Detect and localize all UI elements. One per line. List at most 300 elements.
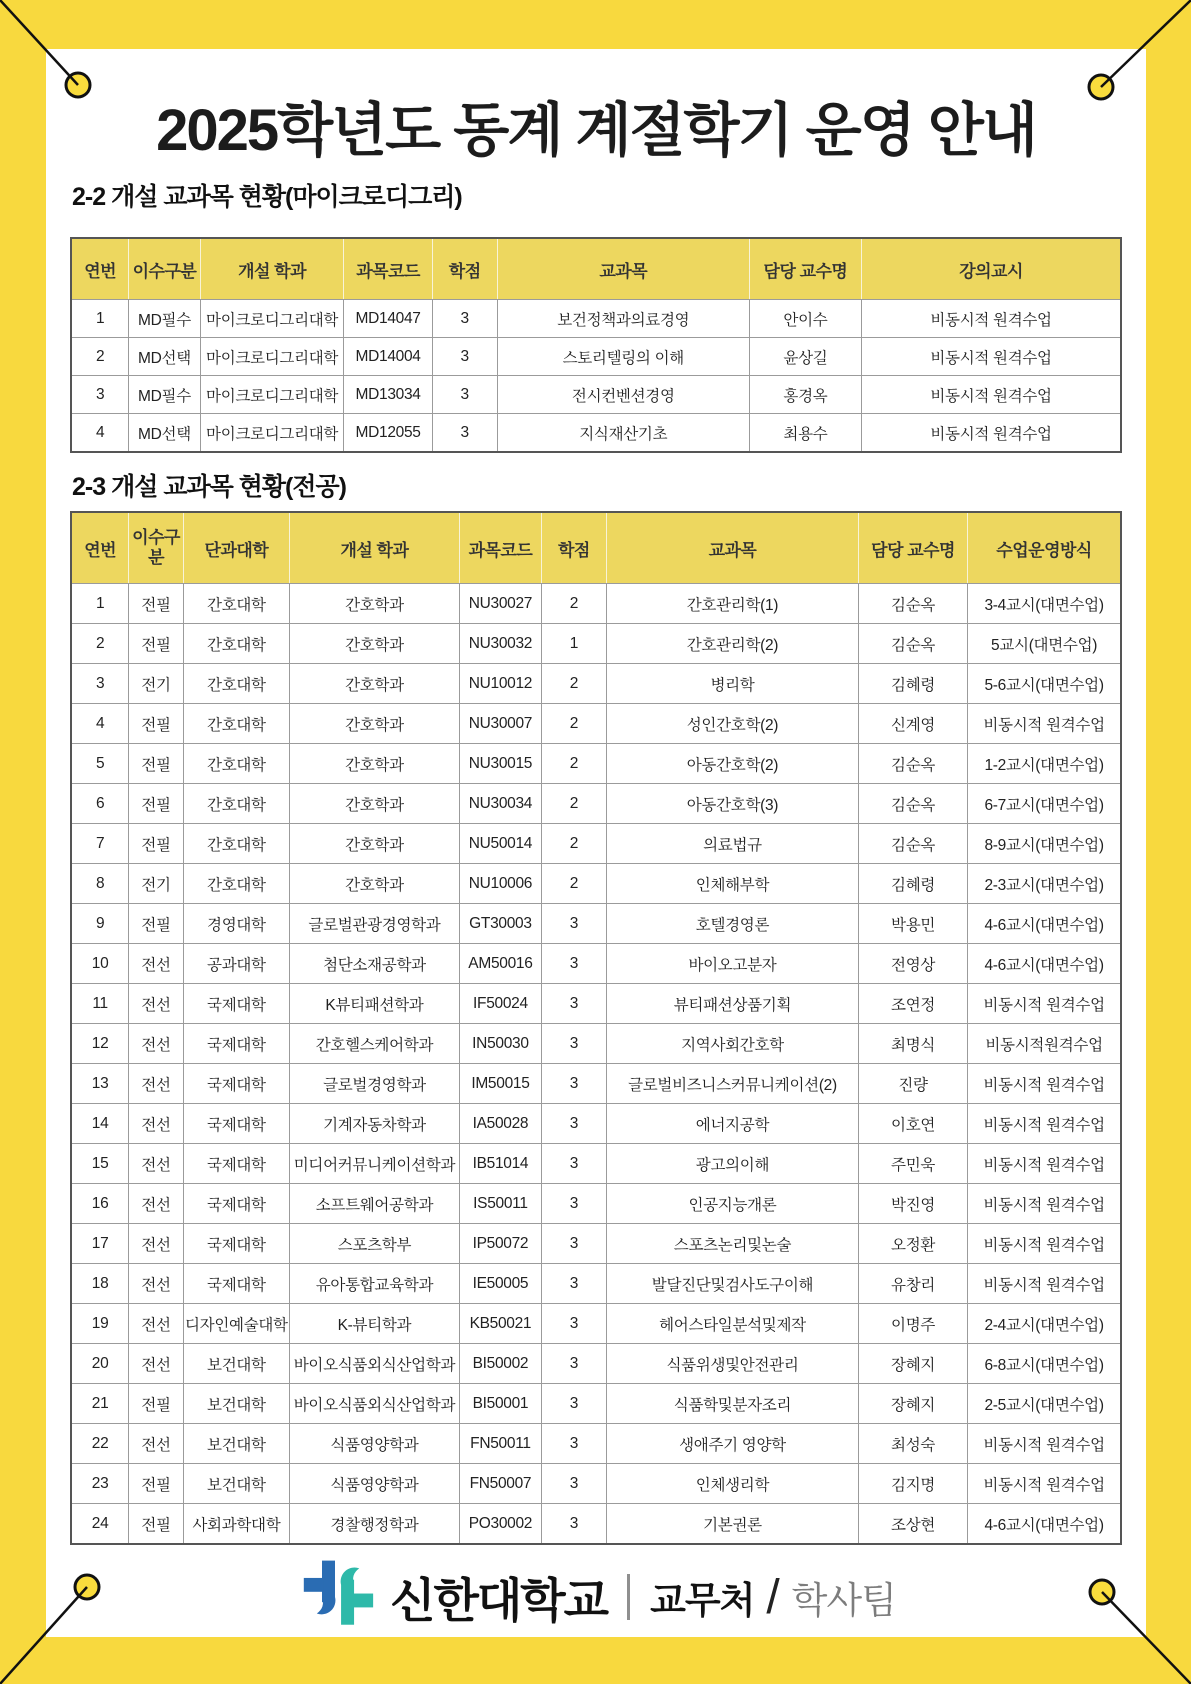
table-row [71,1104,1121,1144]
table-cell: NU30015 [459,744,541,784]
logo-blue-shape [304,1561,336,1615]
table-cell: 신계영 [858,704,967,744]
table-cell: NU10006 [459,864,541,904]
table-cell: 주민욱 [858,1144,967,1184]
column-header: 교과목 [497,238,749,300]
table-cell: 김순옥 [858,824,967,864]
table-cell: 비동시적 원격수업 [968,1184,1121,1224]
table-cell: 바이오식품외식산업학과 [289,1384,459,1424]
table-cell: 보건대학 [183,1344,289,1384]
table-cell: 스포츠논리및논술 [606,1224,858,1264]
table-cell: 1 [71,300,129,338]
table-cell: 스포츠학부 [289,1224,459,1264]
team-name: 학사팀 [791,1580,896,1621]
table-cell: 안이수 [749,300,861,338]
table-cell: 간호학과 [289,704,459,744]
office-name: 교무처 [650,1580,755,1621]
table-cell: 비동시적 원격수업 [968,1424,1121,1464]
table-cell: 보건대학 [183,1384,289,1424]
column-header: 개설 학과 [200,238,344,300]
table-cell: MD14047 [344,300,432,338]
table-row [71,944,1121,984]
table-row [71,1344,1121,1384]
table-cell: 비동시적 원격수업 [968,1264,1121,1304]
table-cell: 3 [541,1464,606,1504]
table-cell: 3 [541,904,606,944]
table-cell: MD12055 [344,414,432,453]
table-cell: 전필 [129,1504,184,1545]
table-cell: 3 [541,1064,606,1104]
table-cell: 2 [541,704,606,744]
table-cell: 마이크로디그리대학 [200,300,344,338]
table-cell: 국제대학 [183,1104,289,1144]
table-cell: 전선 [129,1264,184,1304]
column-header: 과목코드 [344,238,432,300]
column-header: 연번 [71,512,129,584]
table-cell: 3 [541,944,606,984]
table-row [71,904,1121,944]
header-row [71,238,1121,300]
table-row [71,584,1121,624]
table-row [71,300,1121,338]
table-row [71,984,1121,1024]
table-cell: 지역사회간호학 [606,1024,858,1064]
table-cell: 오정환 [858,1224,967,1264]
table-cell: 생애주기 영양학 [606,1424,858,1464]
column-header: 이수구분 [129,512,184,584]
table-cell: 3 [432,300,497,338]
table-cell: 비동시적 원격수업 [968,1144,1121,1184]
table-cell: K뷰티패션학과 [289,984,459,1024]
table-cell: 간호대학 [183,824,289,864]
table-cell: IP50072 [459,1224,541,1264]
table-cell: 마이크로디그리대학 [200,338,344,376]
table-cell: 국제대학 [183,1024,289,1064]
table-cell: 비동시적 원격수업 [968,984,1121,1024]
footer-divider [627,1574,630,1620]
table-cell: 4 [71,704,129,744]
table-cell: 2-4교시(대면수업) [968,1304,1121,1344]
table-cell: 3-4교시(대면수업) [968,584,1121,624]
table-cell: MD14004 [344,338,432,376]
table-cell: 비동시적 원격수업 [862,376,1121,414]
table-row [71,1504,1121,1545]
table-cell: 스토리텔링의 이해 [497,338,749,376]
table-cell: 에너지공학 [606,1104,858,1144]
micro-degree-course-table [70,237,1122,453]
table-cell: 이명주 [858,1304,967,1344]
column-header: 학점 [432,238,497,300]
table-cell: 전선 [129,1104,184,1144]
table-row [71,414,1121,453]
table-cell: 국제대학 [183,984,289,1024]
table-cell: 홍경옥 [749,376,861,414]
table-cell: 최명식 [858,1024,967,1064]
table-row [71,376,1121,414]
column-header: 개설 학과 [289,512,459,584]
table-cell: 김순옥 [858,584,967,624]
table-cell: 바이오고분자 [606,944,858,984]
table-row [71,1224,1121,1264]
table-cell: 인공지능개론 [606,1184,858,1224]
table-cell: 2 [541,784,606,824]
table-cell: 유아통합교육학과 [289,1264,459,1304]
table-cell: 국제대학 [183,1144,289,1184]
table-cell: 3 [432,376,497,414]
table-cell: 2-5교시(대면수업) [968,1384,1121,1424]
table-cell: 9 [71,904,129,944]
table-cell: 3 [541,1024,606,1064]
table-cell: 4-6교시(대면수업) [968,904,1121,944]
table-cell: 3 [71,376,129,414]
table-cell: AM50016 [459,944,541,984]
table-row [71,864,1121,904]
table-cell: MD선택 [129,338,200,376]
table-cell: 14 [71,1104,129,1144]
table-cell: 전선 [129,984,184,1024]
table-cell: 간호대학 [183,584,289,624]
table-cell: NU30027 [459,584,541,624]
table-row [71,338,1121,376]
table-row [71,824,1121,864]
column-header: 강의교시 [862,238,1121,300]
table-cell: 간호헬스케어학과 [289,1024,459,1064]
table-cell: 최용수 [749,414,861,453]
table-cell: 5-6교시(대면수업) [968,664,1121,704]
table-cell: 1 [541,624,606,664]
table-cell: 15 [71,1144,129,1184]
table-cell: 병리학 [606,664,858,704]
table-cell: 5교시(대면수업) [968,624,1121,664]
column-header: 과목코드 [459,512,541,584]
table-row [71,1424,1121,1464]
table-cell: 3 [541,1144,606,1184]
table-cell: 간호학과 [289,744,459,784]
table-cell: 발달진단및검사도구이해 [606,1264,858,1304]
table-cell: 3 [541,1504,606,1545]
table-cell: 3 [541,1304,606,1344]
table-cell: 식품학및분자조리 [606,1384,858,1424]
table-row [71,1384,1121,1424]
table-cell: 국제대학 [183,1224,289,1264]
table-cell: 3 [541,984,606,1024]
table-cell: 비동시적 원격수업 [862,300,1121,338]
table-cell: 전선 [129,1304,184,1344]
table-cell: 3 [541,1224,606,1264]
table-cell: 국제대학 [183,1064,289,1104]
table-cell: 간호대학 [183,704,289,744]
table-cell: 간호관리학(2) [606,624,858,664]
table-cell: 비동시적 원격수업 [968,704,1121,744]
table-cell: 경찰행정학과 [289,1504,459,1545]
table-cell: 김혜령 [858,664,967,704]
table-cell: 김순옥 [858,624,967,664]
table-cell: 2 [541,584,606,624]
table-cell: 간호대학 [183,744,289,784]
table-cell: 18 [71,1264,129,1304]
table-cell: 마이크로디그리대학 [200,376,344,414]
table-cell: FN50011 [459,1424,541,1464]
table-cell: 3 [541,1104,606,1144]
table-cell: 2 [541,864,606,904]
table-cell: 전선 [129,1344,184,1384]
footer [46,1547,1146,1647]
table-cell: 8-9교시(대면수업) [968,824,1121,864]
column-header: 담당 교수명 [858,512,967,584]
table-cell: 아동간호학(2) [606,744,858,784]
table-row [71,784,1121,824]
table-cell: 4 [71,414,129,453]
table-cell: IS50011 [459,1184,541,1224]
table-cell: 7 [71,824,129,864]
table-row [71,1064,1121,1104]
table-cell: 전영상 [858,944,967,984]
table-cell: 조연정 [858,984,967,1024]
table-cell: 김순옥 [858,744,967,784]
table-cell: 11 [71,984,129,1024]
table-cell: 전필 [129,584,184,624]
table-row [71,664,1121,704]
table-cell: 전기 [129,664,184,704]
table-cell: 전선 [129,1184,184,1224]
table-cell: 2 [541,744,606,784]
table-cell: 첨단소재공학과 [289,944,459,984]
logo-teal-shape [341,1568,374,1625]
section-heading-major: 2-3 개설 교과목 현황(전공) [72,473,346,501]
table-cell: 간호학과 [289,784,459,824]
table-cell: 2 [71,338,129,376]
page-title: 2025학년도 동계 계절학기 운영 안내 [156,98,1036,163]
table-cell: 보건대학 [183,1464,289,1504]
table-cell: NU30034 [459,784,541,824]
table-cell: 간호학과 [289,664,459,704]
table-cell: NU50014 [459,824,541,864]
table-cell: MD필수 [129,300,200,338]
table-cell: 21 [71,1384,129,1424]
table-cell: 헤어스타일분석및제작 [606,1304,858,1344]
table-cell: 미디어커뮤니케이션학과 [289,1144,459,1184]
table-cell: 간호학과 [289,584,459,624]
table-cell: 의료법규 [606,824,858,864]
table-cell: 소프트웨어공학과 [289,1184,459,1224]
table-cell: 비동시적 원격수업 [968,1104,1121,1144]
table-cell: 사회과학대학 [183,1504,289,1545]
table-cell: NU30032 [459,624,541,664]
table-cell: 진량 [858,1064,967,1104]
table-row [71,744,1121,784]
table-cell: 2-3교시(대면수업) [968,864,1121,904]
table-row [71,1184,1121,1224]
table-cell: NU30007 [459,704,541,744]
table-cell: 경영대학 [183,904,289,944]
table-cell: 디자인예술대학 [183,1304,289,1344]
table-cell: 장혜지 [858,1344,967,1384]
poster-paper [46,49,1146,1637]
table-cell: 3 [432,414,497,453]
table-cell: 23 [71,1464,129,1504]
table-cell: IM50015 [459,1064,541,1104]
table-cell: 2 [71,624,129,664]
table-cell: 10 [71,944,129,984]
table-cell: 공과대학 [183,944,289,984]
table-cell: 마이크로디그리대학 [200,414,344,453]
table-cell: 20 [71,1344,129,1384]
table-cell: 전필 [129,824,184,864]
table-row [71,704,1121,744]
table-cell: 간호대학 [183,664,289,704]
table-cell: KB50021 [459,1304,541,1344]
table-cell: 김지명 [858,1464,967,1504]
table-cell: 전필 [129,784,184,824]
table-cell: 아동간호학(3) [606,784,858,824]
university-name: 신한대학교 [390,1573,608,1627]
table-cell: 19 [71,1304,129,1344]
table-cell: 3 [541,1184,606,1224]
table-cell: NU10012 [459,664,541,704]
table-cell: 김혜령 [858,864,967,904]
column-header: 단과대학 [183,512,289,584]
table-cell: 6-8교시(대면수업) [968,1344,1121,1384]
table-cell: 4-6교시(대면수업) [968,944,1121,984]
table-cell: 3 [541,1344,606,1384]
table-cell: 지식재산기초 [497,414,749,453]
table-cell: 비동시적원격수업 [968,1024,1121,1064]
table-cell: K-뷰티학과 [289,1304,459,1344]
table-cell: 3 [541,1424,606,1464]
table-cell: 16 [71,1184,129,1224]
table-row [71,1144,1121,1184]
table-cell: 인체해부학 [606,864,858,904]
table-cell: IN50030 [459,1024,541,1064]
table-cell: 간호학과 [289,864,459,904]
table-row [71,1464,1121,1504]
table-cell: IE50005 [459,1264,541,1304]
table-cell: 기본권론 [606,1504,858,1545]
table-cell: 전선 [129,1224,184,1264]
table-cell: 보건정책과의료경영 [497,300,749,338]
table-cell: 식품영양학과 [289,1464,459,1504]
table-cell: 간호대학 [183,864,289,904]
table-cell: 비동시적 원격수업 [968,1464,1121,1504]
table-cell: 식품위생및안전관리 [606,1344,858,1384]
table-cell: 비동시적 원격수업 [968,1064,1121,1104]
table-cell: 유창리 [858,1264,967,1304]
table-cell: 글로벌비즈니스커뮤니케이션(2) [606,1064,858,1104]
table-cell: PO30002 [459,1504,541,1545]
table-cell: 3 [71,664,129,704]
table-cell: 22 [71,1424,129,1464]
table-cell: 2 [541,824,606,864]
table-cell: 조상현 [858,1504,967,1545]
table-row [71,1024,1121,1064]
column-header: 수업운영방식 [968,512,1121,584]
table-cell: 비동시적 원격수업 [862,338,1121,376]
table-cell: 전필 [129,744,184,784]
table-cell: BI50001 [459,1384,541,1424]
table-cell: 간호대학 [183,784,289,824]
table-cell: 전선 [129,1424,184,1464]
table-cell: 전필 [129,624,184,664]
table-row [71,1264,1121,1304]
table-cell: 전기 [129,864,184,904]
table-cell: 국제대학 [183,1264,289,1304]
table-cell: 국제대학 [183,1184,289,1224]
table-cell: 6-7교시(대면수업) [968,784,1121,824]
table-cell: 식품영양학과 [289,1424,459,1464]
shinhan-university-logo-icon [296,1556,374,1638]
major-course-table [70,511,1122,1545]
table-cell: 보건대학 [183,1424,289,1464]
table-cell: 전필 [129,1384,184,1424]
table-cell: 전선 [129,1144,184,1184]
column-header: 교과목 [606,512,858,584]
table-cell: 최성숙 [858,1424,967,1464]
table-cell: 글로벌관광경영학과 [289,904,459,944]
table-cell: 간호대학 [183,624,289,664]
header-row [71,512,1121,584]
table-cell: 간호학과 [289,824,459,864]
table-cell: 기계자동차학과 [289,1104,459,1144]
table-cell: 바이오식품외식산업학과 [289,1344,459,1384]
table-row [71,624,1121,664]
table-cell: 간호관리학(1) [606,584,858,624]
table-cell: 3 [541,1384,606,1424]
table-cell: 김순옥 [858,784,967,824]
table-cell: BI50002 [459,1344,541,1384]
table-cell: MD선택 [129,414,200,453]
footer-slash: / [766,1570,780,1624]
table-cell: 6 [71,784,129,824]
table-cell: 간호학과 [289,624,459,664]
table-cell: 3 [432,338,497,376]
table-cell: 박진영 [858,1184,967,1224]
table-cell: 전선 [129,1024,184,1064]
column-header: 학점 [541,512,606,584]
table-cell: 1 [71,584,129,624]
table-cell: MD13034 [344,376,432,414]
table-cell: 광고의이해 [606,1144,858,1184]
table-cell: 뷰티패션상품기획 [606,984,858,1024]
column-header: 연번 [71,238,129,300]
table-cell: 12 [71,1024,129,1064]
table-cell: 2 [541,664,606,704]
table-cell: 전필 [129,704,184,744]
table-cell: 비동시적 원격수업 [968,1224,1121,1264]
table-cell: 5 [71,744,129,784]
table-cell: GT30003 [459,904,541,944]
table-cell: 호텔경영론 [606,904,858,944]
table-cell: 24 [71,1504,129,1545]
table-cell: IF50024 [459,984,541,1024]
table-cell: 전필 [129,904,184,944]
table-cell: IB51014 [459,1144,541,1184]
table-cell: 4-6교시(대면수업) [968,1504,1121,1545]
table-cell: 전필 [129,1464,184,1504]
table-cell: MD필수 [129,376,200,414]
table-cell: 이호연 [858,1104,967,1144]
table-cell: IA50028 [459,1104,541,1144]
table-cell: 전선 [129,1064,184,1104]
table-cell: 1-2교시(대면수업) [968,744,1121,784]
table-cell: 성인간호학(2) [606,704,858,744]
table-cell: 전시컨벤션경영 [497,376,749,414]
table-cell: 3 [541,1264,606,1304]
table-cell: FN50007 [459,1464,541,1504]
table-cell: 인체생리학 [606,1464,858,1504]
table-cell: 장혜지 [858,1384,967,1424]
table-row [71,1304,1121,1344]
column-header: 이수구분 [129,238,200,300]
